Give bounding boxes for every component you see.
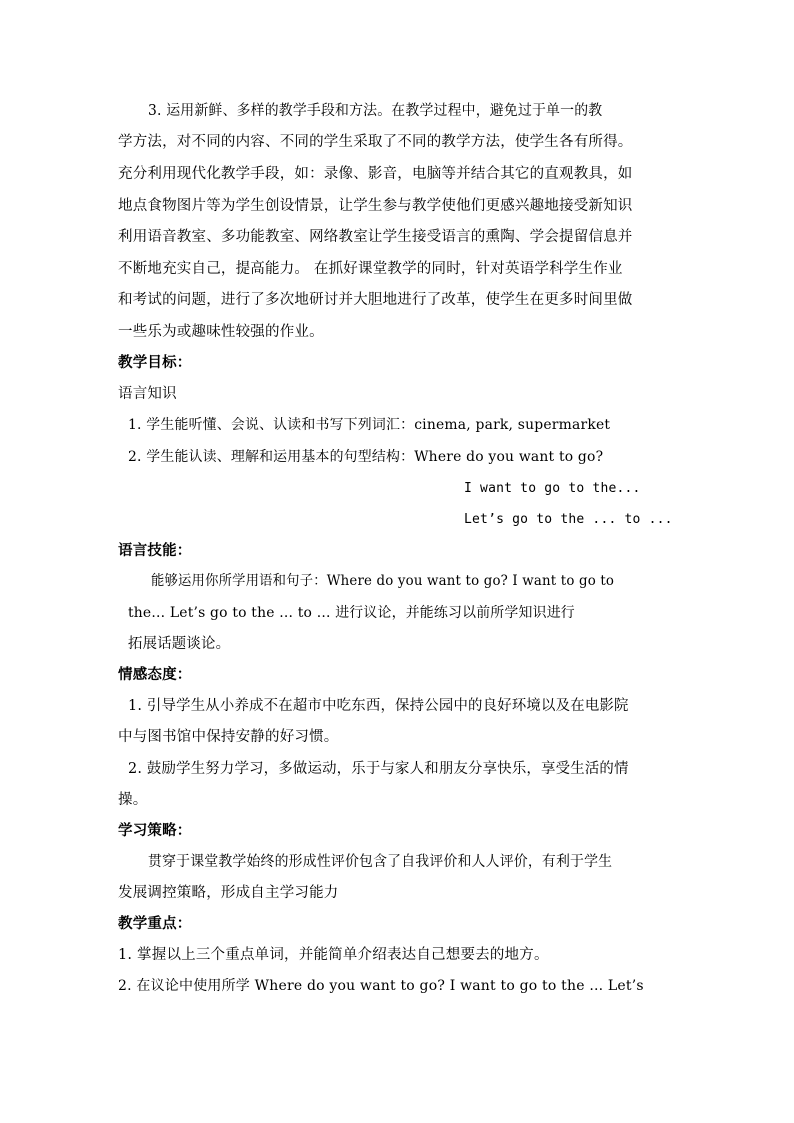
attitude-item-1-line-1: 1. 引导学生从小养成不在超市中吃东西，保持公园中的良好环境以及在电影院 xyxy=(128,698,629,714)
intro-line-5: 利用语音教室、多功能教室、网络教室让学生接受语言的熏陶、学会提留信息并 xyxy=(118,229,633,245)
skills-heading: 语言技能： xyxy=(118,542,192,559)
intro-line-7: 和考试的问题，进行了多次地研讨并大胆地进行了改革，使学生在更多时间里做 xyxy=(118,292,633,308)
intro-line-1: 3. 运用新鲜、多样的教学手段和方法。在教学过程中，避免过于单一的教 xyxy=(148,103,603,119)
focus-item-1: 1. 掌握以上三个重点单词，并能简单介绍表达自己想要去的地方。 xyxy=(118,947,549,963)
skills-line-2: the... Let’s go to the ... to ... 进行议论，并能练习以前所学知识进行 xyxy=(128,605,575,621)
intro-line-6: 不断地充实自己，提高能力。 在抓好课堂教学的同时，针对英语学科学生作业 xyxy=(118,261,623,277)
strategy-line-2: 发展调控策略，形成自主学习能力 xyxy=(118,885,339,901)
attitude-heading: 情感态度： xyxy=(118,666,192,683)
attitude-item-2-line-2: 操。 xyxy=(118,792,148,808)
goals-item-1: 1. 学生能听懂、会说、认读和书写下列词汇：cinema, park, supermarket xyxy=(128,417,611,433)
goals-heading: 教学目标： xyxy=(118,354,192,371)
goals-item-2-response-2: Let’s go to the ... to ... xyxy=(464,512,673,527)
intro-line-8: 一些乐为或趣味性较强的作业。 xyxy=(118,324,324,340)
strategy-heading: 学习策略： xyxy=(118,822,192,839)
skills-line-3: 拓展话题谈论。 xyxy=(128,636,231,652)
intro-line-3: 充分利用现代化教学手段，如：录像、影音，电脑等并结合其它的直观教具，如 xyxy=(118,166,633,182)
skills-line-1: 能够运用你所学用语和句子：Where do you want to go? I want to go to xyxy=(151,573,615,589)
strategy-line-1: 贯穿于课堂教学始终的形成性评价包含了自我评价和人人评价，有利于学生 xyxy=(148,854,613,870)
focus-heading: 教学重点： xyxy=(118,915,192,932)
focus-item-2: 2. 在议论中使用所学 Where do you want to go? I want to go to the ... Let’s xyxy=(118,978,644,994)
intro-line-2: 学方法，对不同的内容、不同的学生采取了不同的教学方法，使学生各有所得。 xyxy=(118,134,633,150)
goals-item-2: 2. 学生能认读、理解和运用基本的句型结构：Where do you want to go? xyxy=(128,449,604,465)
attitude-item-2-line-1: 2. 鼓励学生努力学习，多做运动，乐于与家人和朋友分享快乐，享受生活的情 xyxy=(128,761,629,777)
goals-item-2-response-1: I want to go to the... xyxy=(464,481,641,496)
goals-subheading: 语言知识 xyxy=(118,386,177,402)
intro-line-4: 地点食物图片等为学生创设情景，让学生参与教学使他们更感兴趣地接受新知识 xyxy=(118,198,633,214)
attitude-item-1-line-2: 中与图书馆中保持安静的好习惯。 xyxy=(118,729,339,745)
